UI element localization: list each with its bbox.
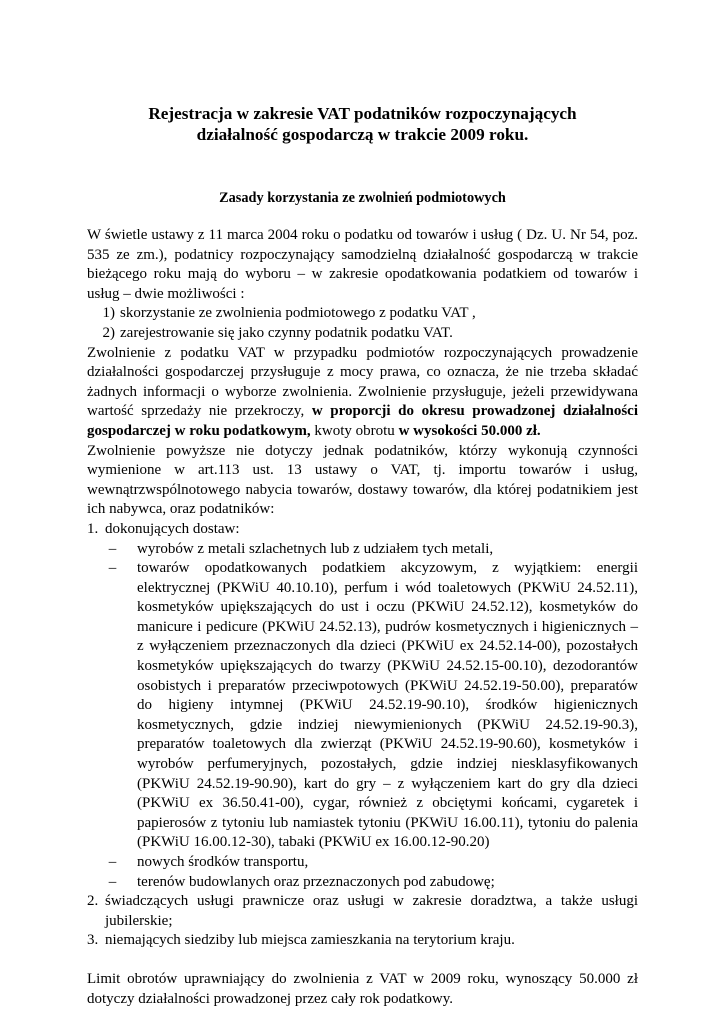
title-line-2: działalność gospodarczą w trakcie 2009 roku.: [196, 125, 529, 144]
dash-marker: –: [108, 873, 117, 890]
list-item: [87, 520, 638, 540]
exemption-text: Zwolnienie z podatku VAT w przypadku podmiotów rozpoczynających prowadzenie działalności gospodarczej przysługuje z mocy prawa, co oznacza, że nie trzeba składać żadnych informacji o wyborze zwolnienia. Zwolnienie przysługuje, jeżeli przewidywana wartość sprzedaży nie przekroczy,: [87, 344, 638, 420]
list-item: [87, 931, 638, 951]
closing-paragraph: Limit obrotów uprawniający do zwolnienia z VAT w 2009 roku, wynoszący 50.000 zł dotyczy działalności prowadzonej przez cały rok podatkowy.: [87, 970, 638, 1007]
dash-item: [87, 540, 638, 560]
dash-marker: –: [108, 540, 117, 557]
option-item: [87, 304, 638, 324]
option-text: zarejestrowanie się jako czynny podatnik podatku VAT.: [120, 324, 453, 341]
exemption-proportion-bold: w proporcji do okresu prowadzonej działalności gospodarczej w roku podatkowym,: [87, 403, 638, 439]
exclusion-paragraph: Zwolnienie powyższe nie dotyczy jednak podatników, którzy wykonują czynności wymienione w art.113 ust. 13 ustawy o VAT, tj. importu towarów i usług, wewnątrzwspólnotowego nabycia towarów, dostawy towarów, dla której podatnikiem jest ich nabywca, oraz podatników:: [87, 442, 638, 518]
exemption-limit-bold: w wysokości 50.000 zł.: [398, 422, 541, 439]
dash-marker: –: [108, 560, 117, 577]
dash-text: wyrobów z metali szlachetnych lub z udziałem tych metali,: [137, 540, 494, 557]
list-text: niemających siedziby lub miejsca zamieszkania na terytorium kraju.: [105, 932, 515, 949]
document-page: [87, 103, 638, 1009]
dash-text: terenów budowlanych oraz przeznaczonych pod zabudowę;: [137, 873, 495, 890]
dash-item: [87, 853, 638, 873]
dash-text: nowych środków transportu,: [137, 854, 309, 870]
list-number: 3.: [87, 932, 99, 949]
list-number: 2.: [87, 893, 99, 910]
option-text: skorzystanie ze zwolnienia podmiotowego z podatku VAT ,: [120, 305, 476, 322]
dash-text: towarów opodatkowanych podatkiem akcyzowym, z wyjątkiem: energii elektrycznej (PKWiU 40.10.10), perfum i wód toaletowych (PKWiU 24.52.11), kosmetyków upiększających do ust i oczu (PKWiU 24.52.12), kosmetyków do manicure i pedicure (PKWiU 24.52.13), pudrów kosmetycznych i higienicznych – z wyłączeniem przeznaczonych dla dzieci (PKWiU ex 24.52.14-00), pozostałych kosmetyków upiększających do twarzy (PKWiU 24.52.15-00.10), dezodorantów osobistych i preparatów przeciwpotowych (PKWiU 24.52.19-50.00), preparatów do higieny intymnej (PKWiU 24.52.19-90.10), środków higienicznych kosmetycznych, gdzie indziej niewymienionych (PKWiU 24.52.19-90.3), preparatów toaletowych dla zwierząt (PKWiU 24.52.19-90.60), kosmetyków i wyrobów perfumeryjnych, pozostałych, gdzie indziej niesklasyfikowanych (PKWiU 24.52.19-90.90), kart do gry – z wyłączeniem kart do gry dla dzieci (PKWiU ex 36.50.41-00), cygar, również z obciętymi końcami, cygaretek i papierosów z tytoniu lub namiastek tytoniu (PKWiU 16.00.11), tytoniu do palenia (PKWiU 16.00.12-30), tabaki (PKWiU ex 16.00.12-90.20): [137, 560, 638, 851]
section-subtitle: Zasady korzystania ze zwolnień podmiotowych: [219, 190, 506, 206]
title-line-1: Rejestracja w zakresie VAT podatników rozpoczynających: [148, 104, 577, 123]
list-text: świadczących usługi prawnicze oraz usługi w zakresie doradztwa, a także usługi jubilerskie;: [105, 893, 638, 929]
list-number: 1.: [87, 520, 99, 537]
intro-paragraph: W świetle ustawy z 11 marca 2004 roku o podatku od towarów i usług ( Dz. U. Nr 54, poz. 535 ze zm.), podatnicy rozpoczynający samodzielną działalność gospodarczą w trakcie bieżącego roku mają do wyboru – w zakresie opodatkowania podatkiem od towarów i usług – dwie możliwości :: [87, 227, 638, 302]
option-number: 2): [102, 324, 115, 341]
dash-item: [87, 559, 638, 853]
list-text: dokonujących dostaw:: [105, 520, 240, 537]
document-title: [87, 103, 638, 145]
exemption-text-2: kwoty obrotu: [310, 422, 399, 439]
dash-marker: –: [108, 854, 117, 870]
exemption-paragraph: [87, 344, 638, 442]
list-item: [87, 892, 638, 931]
option-item: [87, 324, 638, 344]
option-number: 1): [102, 305, 115, 322]
dash-item: [87, 873, 638, 893]
